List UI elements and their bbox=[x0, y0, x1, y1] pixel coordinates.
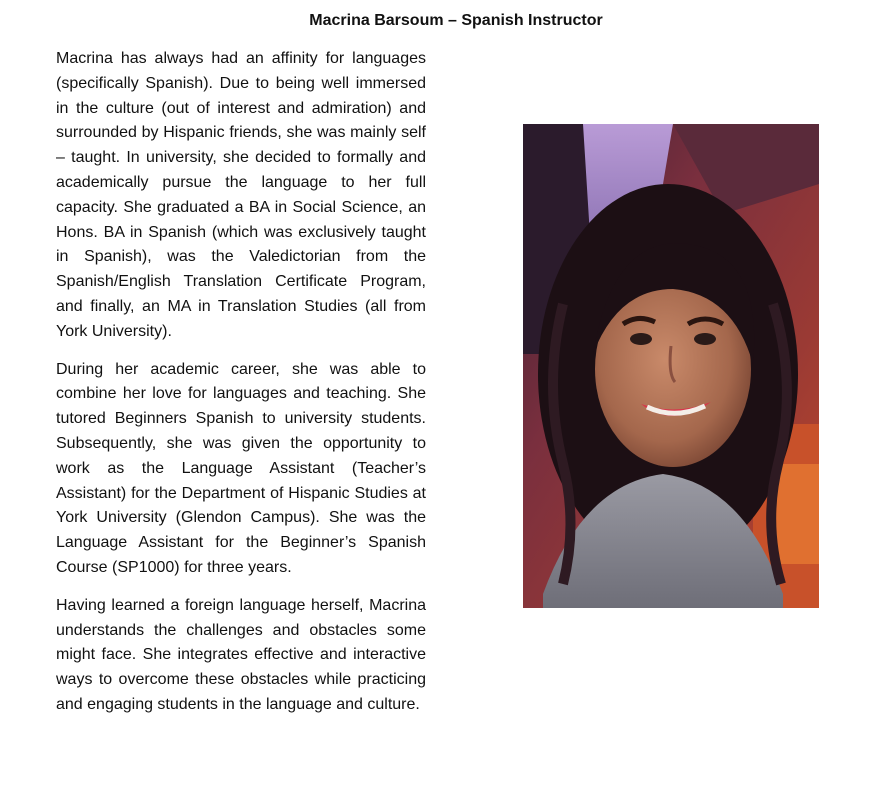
bio-paragraph: During her academic career, she was able to combine her love for languages and teaching. She tutored Beginners Spanish to university students. Subsequently, she was given the opportunity to work as the Language Assistant (Teacher’s Assistant) for the Department of Hispanic Studies at York University (Glendon Campus). She was the Language Assistant for the Beginner’s Spanish Course (SP1000) for three years. bbox=[56, 360, 426, 576]
bio-text bbox=[56, 47, 426, 731]
page-title: Macrina Barsoum – Spanish Instructor bbox=[309, 12, 603, 29]
bio-paragraph: Having learned a foreign language herself, Macrina understands the challenges and obstacles some might face. She integrates effective and interactive ways to overcome these obstacles while practicing and engaging students in the language and culture. bbox=[56, 596, 426, 713]
portrait-photo bbox=[523, 124, 819, 608]
bio-paragraph: Macrina has always had an affinity for languages (specifically Spanish). Due to being well immersed in the culture (out of interest and admiration) and surrounded by Hispanic friends, she was mainly self – taught. In university, she decided to formally and academically pursue the language to her full capacity. She graduated a BA in Social Science, an Hons. BA in Spanish (which was exclusively taught in Spanish), was the Valedictorian from the Spanish/English Translation Certificate Program, and finally, an MA in Translation Studies (all from York University). bbox=[56, 50, 426, 340]
